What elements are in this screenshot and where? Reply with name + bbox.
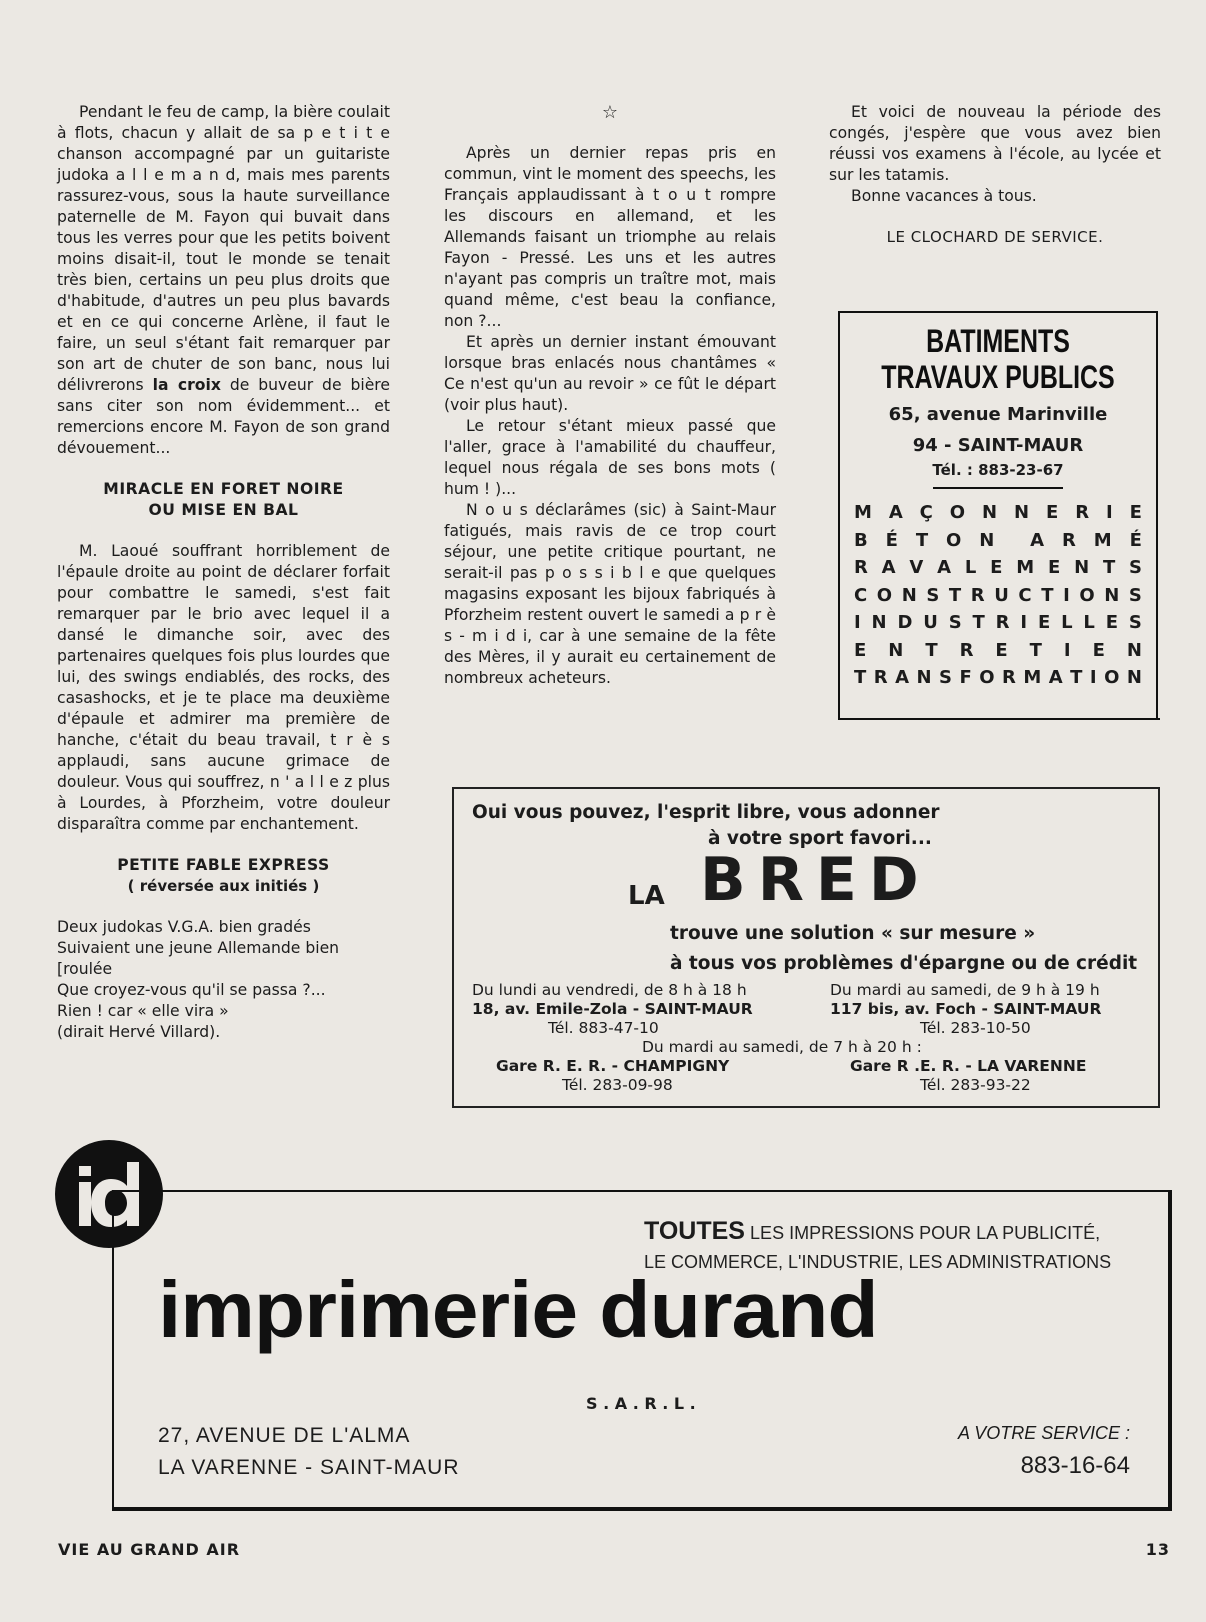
column2-paragraph-3: Le retour s'étant mieux passé que l'aller, grace à l'amabilité du chauffeur, lequel nous régala de ses bons mots ( hum ! )...: [444, 417, 776, 498]
bred-branch-1: Du lundi au vendredi, de 8 h à 18 h 18, av. Emile-Zola - SAINT-MAUR Tél. 883-47-10: [472, 981, 753, 1037]
column3-paragraph-2: Bonne vacances à tous.: [851, 187, 1037, 205]
btp-service: I N D U S T R I E L L E S: [854, 612, 1142, 633]
durand-legal-form: S . A . R . L .: [586, 1394, 696, 1413]
bred-shared-hours: Du mardi au samedi, de 7 h à 20 h :: [642, 1038, 922, 1056]
btp-address-street: 65, avenue Marinville: [888, 404, 1108, 425]
bred-advertisement: [452, 787, 1160, 1108]
bred-logo-prefix: LA: [628, 881, 665, 911]
durand-contact: A VOTRE SERVICE : 883-16-64: [958, 1420, 1130, 1486]
column2-paragraph-1: Après un dernier repas pris en commun, vint le moment des speechs, les Français applaudissant à t o u t rompre les discours en allemand, et les Allemands faisant un triomphe au relais Fayon - Pressé. Les uns et les autres n'ayant pas compris un traître mot, mais quand même, c'est beau la confiance, non ?...: [444, 144, 776, 330]
durand-phone: 883-16-64: [1020, 1452, 1130, 1479]
durand-address: 27, AVENUE DE L'ALMA LA VARENNE - SAINT-MAUR: [158, 1424, 460, 1479]
heading-fable-subtitle: ( réversée aux initiés ): [127, 877, 320, 895]
star-icon: ☆: [601, 102, 619, 123]
btp-services-list: [840, 499, 1156, 692]
btp-service: M A Ç O N N E R I E: [854, 502, 1142, 523]
column1-paragraph-2: M. Laoué souffrant horriblement de l'épaule droite au point de déclarer forfait pour combattre le samedi, s'est fait remarquer par le brio avec lequel il a dansé le dimanche soir, avec des partenaires quelques fois plus lourdes que lui, des swings endiablés, des rocks, des casashocks, et je te place ma deuxième d'épaule et admirer ma première de hanche, c'était du beau travail, t r è s applaudi, sans aucune grimace de douleur. Vous qui souffrez, n ' a l l e z plus à Lourdes, à Pforzheim, votre douleur disparaîtra comme par enchantement.: [57, 542, 390, 833]
btp-service: B É T O N A R M É: [854, 529, 1142, 551]
bred-logo: BRED: [700, 845, 931, 915]
btp-title-line1: BATIMENTS: [926, 323, 1070, 359]
column3-paragraph-1: Et voici de nouveau la période des congés, j'espère que vous avez bien réussi vos examens à l'école, au lycée et sur les tatamis.: [829, 103, 1161, 184]
bred-headline-2: à votre sport favori...: [708, 828, 932, 849]
btp-bottom-rule: [838, 718, 1160, 720]
column2-paragraph-4: N o u s déclarâmes (sic) à Saint-Maur fatigués, mais ravis de ce trop court séjour, une petite critique pourtant, ne serait-il pas p o s s i b l e que quelques magasins exposant les bijoux fabriqués à Pforzheim restent ouvert le samedi a p r è s - m i d i, car à une semaine de la fête des Mères, il y aurait eu certainement de nombreux acheteurs.: [444, 501, 776, 687]
btp-service: C O N S T R U C T I O N S: [854, 584, 1142, 606]
durand-advertisement: [112, 1190, 1172, 1511]
bred-branch-2: Du mardi au samedi, de 9 h à 19 h 117 bis, av. Foch - SAINT-MAUR Tél. 283-10-50: [830, 981, 1102, 1037]
durand-tagline: TOUTES LES IMPRESSIONS POUR LA PUBLICITÉ, LE COMMERCE, L'INDUSTRIE, LES ADMINISTRATIONS: [644, 1217, 1112, 1272]
bred-branch-4: Gare R .E. R. - LA VARENNE Tél. 283-93-22: [850, 1057, 1087, 1094]
fable-poem: Deux judokas V.G.A. bien gradés Suivaient une jeune Allemande bien [roulée Que croyez-vous qu'il se passa ?... Rien ! car « elle vira » (dirait Hervé Villard).: [57, 918, 340, 1041]
btp-service: E N T R E T I E N: [854, 639, 1142, 661]
heading-miracle: MIRACLE EN FORET NOIRE OU MISE EN BAL: [103, 480, 344, 519]
article-column-1: [57, 102, 390, 1043]
magazine-title: VIE AU GRAND AIR: [58, 1540, 241, 1559]
durand-company-name: imprimerie durand: [158, 1265, 878, 1354]
page-number: 13: [1145, 1540, 1170, 1559]
column1-paragraph-1: Pendant le feu de camp, la bière coulait à flots, chacun y allait de sa p e t i t e chanson accompagné par un guitariste judoka a l l e m a n d, mais mes parents rassurez-vous, sous la haute surveillance paternelle de M. Fayon qui buvait dans tous les verres pour que les petits boivent moins disait-il, tout le monde se tenait très bien, certains un peu plus droits que d'habitude, d'autres un peu plus bavards et en ce qui concerne Arlène, il faut le faire, un seul s'étant fait remarquer par son art de chuter de son banc, nous lui délivrerons la croix de buveur de bière sans citer son nom évidemment... et remercions encore M. Fayon de son grand dévouement...: [57, 103, 390, 457]
btp-advertisement: [838, 311, 1158, 718]
bred-headline-1: Oui vous pouvez, l'esprit libre, vous adonner: [472, 802, 940, 823]
heading-fable: PETITE FABLE EXPRESS: [117, 856, 330, 874]
btp-service: R A V A L E M E N T S: [854, 557, 1142, 578]
bred-branch-3: Gare R. E. R. - CHAMPIGNY Tél. 283-09-98: [496, 1057, 730, 1094]
bred-slogan-1: trouve une solution « sur mesure »: [670, 923, 1036, 944]
btp-telephone: Tél. : 883-23-67: [932, 461, 1064, 479]
article-column-2: [444, 102, 776, 689]
btp-title-line2: TRAVAUX PUBLICS: [881, 359, 1115, 395]
column1-bold-phrase: la croix: [152, 376, 221, 394]
column2-paragraph-2: Et après un dernier instant émouvant lorsque bras enlacés nous chantâmes « Ce n'est qu'un au revoir » ce fût le départ (voir plus haut).: [444, 333, 776, 414]
article-column-3: [829, 102, 1161, 248]
signature: LE CLOCHARD DE SERVICE.: [886, 228, 1104, 246]
btp-divider: [933, 487, 1063, 489]
bred-slogan-2: à tous vos problèmes d'épargne ou de crédit: [670, 953, 1138, 974]
btp-address-city: 94 - SAINT-MAUR: [912, 435, 1084, 456]
btp-service: T R A N S F O R M A T I O N: [854, 667, 1142, 688]
